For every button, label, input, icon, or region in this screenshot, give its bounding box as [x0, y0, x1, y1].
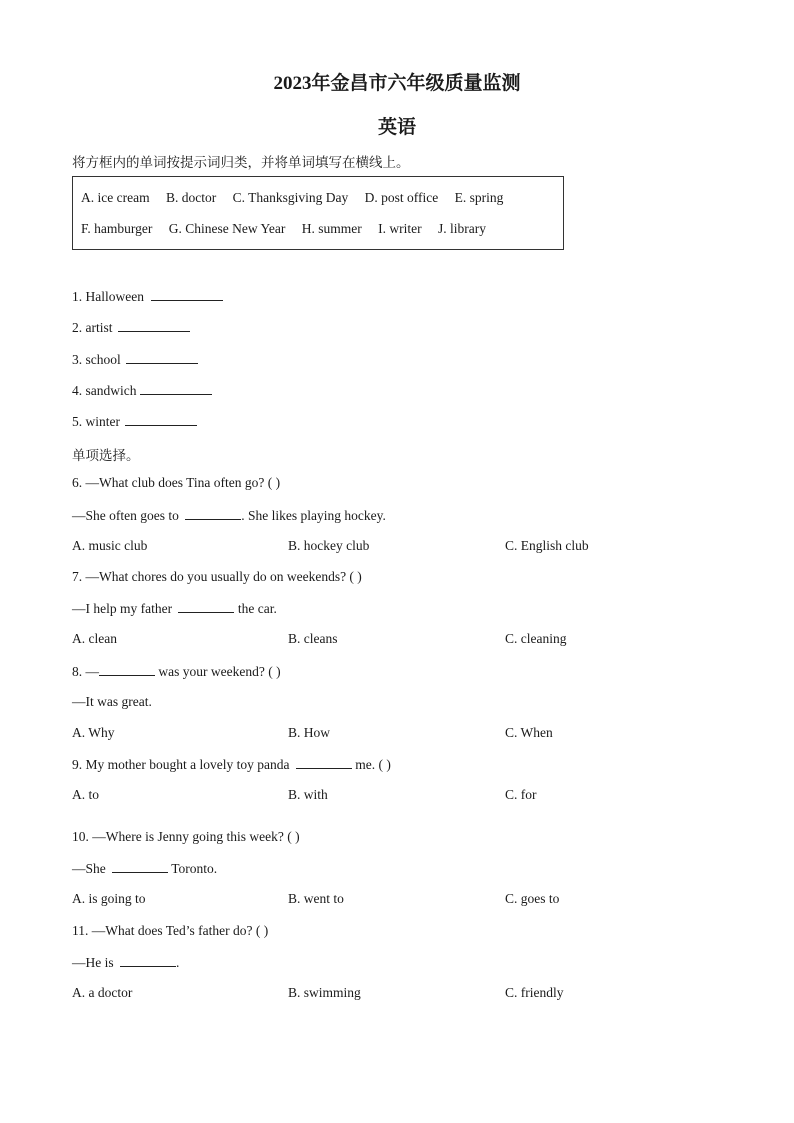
reply-text: Toronto.: [168, 861, 218, 876]
word-a: A. ice cream: [81, 190, 150, 205]
page-subtitle: 英语: [377, 117, 416, 138]
section2-instruction: 单项选择。: [72, 448, 140, 464]
question-7-stem: 7. —What chores do you usually do on weekends? ( ): [72, 569, 362, 584]
fill-item-4: [72, 382, 212, 399]
question-6-option-b[interactable]: B. hockey club: [288, 538, 370, 553]
word-j: J. library: [438, 221, 487, 236]
fill-item-label: 5. winter: [72, 414, 120, 429]
question-7-option-b[interactable]: B. cleans: [288, 631, 338, 646]
answer-blank[interactable]: [185, 507, 241, 520]
reply-text: . She likes playing hockey.: [241, 508, 386, 523]
fill-item-5: [72, 413, 197, 430]
answer-blank[interactable]: [126, 351, 198, 364]
answer-blank[interactable]: [118, 319, 190, 332]
question-9-option-a[interactable]: A. to: [72, 787, 99, 802]
answer-blank[interactable]: [178, 600, 234, 613]
question-11-option-a[interactable]: A. a doctor: [72, 985, 133, 1000]
question-8-option-c[interactable]: C. When: [505, 725, 553, 740]
answer-blank[interactable]: [140, 382, 212, 395]
answer-blank[interactable]: [112, 860, 168, 873]
word-b: B. doctor: [165, 190, 217, 205]
reply-text: —She often goes to: [72, 508, 179, 523]
question-6-reply: [72, 507, 386, 524]
question-11-option-b[interactable]: B. swimming: [288, 985, 361, 1000]
question-11-reply: [72, 954, 179, 971]
page-title: 2023年金昌市六年级质量监测: [273, 73, 521, 94]
reply-text: .: [176, 955, 180, 970]
question-11-option-c[interactable]: C. friendly: [505, 985, 564, 1000]
question-8-stem: [72, 663, 281, 680]
question-7-option-c[interactable]: C. cleaning: [505, 631, 567, 646]
word-e: E. spring: [454, 190, 504, 205]
fill-item-2: [72, 319, 190, 336]
reply-text: —He is: [72, 955, 114, 970]
fill-item-label: 3. school: [72, 352, 121, 367]
question-10-option-b[interactable]: B. went to: [288, 891, 344, 906]
stem-text: me. ( ): [351, 757, 391, 772]
question-11-stem: 11. —What does Ted’s father do? ( ): [72, 923, 269, 938]
question-8-option-a[interactable]: A. Why: [72, 725, 115, 740]
answer-blank[interactable]: [125, 413, 197, 426]
question-10-reply: [72, 860, 217, 877]
word-c: C. Thanksgiving Day: [232, 190, 349, 205]
question-9-stem: [72, 756, 391, 773]
reply-text: —I help my father: [72, 601, 173, 616]
fill-item-label: 4. sandwich: [72, 383, 137, 398]
question-10-stem: 10. —Where is Jenny going this week? ( ): [72, 829, 300, 844]
word-h: H. summer: [301, 221, 362, 236]
question-9-option-b[interactable]: B. with: [288, 787, 328, 802]
stem-text: 8. —: [72, 664, 99, 679]
fill-item-3: [72, 351, 198, 368]
stem-text: was your weekend? ( ): [155, 664, 281, 679]
question-6-option-a[interactable]: A. music club: [72, 538, 148, 553]
question-8-option-b[interactable]: B. How: [288, 725, 331, 740]
question-6-stem: 6. —What club does Tina often go? ( ): [72, 475, 281, 490]
question-8-reply: —It was great.: [72, 694, 152, 709]
question-7-reply: [72, 600, 277, 617]
question-10-option-a[interactable]: A. is going to: [72, 891, 146, 906]
answer-blank[interactable]: [151, 288, 223, 301]
section1-instruction: 将方框内的单词按提示词归类，并将单词填写在横线上。: [72, 155, 410, 171]
word-box: [72, 176, 564, 250]
question-10-option-c[interactable]: C. goes to: [505, 891, 560, 906]
question-6-option-c[interactable]: C. English club: [505, 538, 589, 553]
word-box-row-1: [81, 190, 516, 206]
word-box-row-2: [81, 221, 499, 237]
answer-blank[interactable]: [296, 756, 352, 769]
word-f: F. hamburger: [81, 221, 153, 236]
fill-item-1: [72, 288, 223, 305]
reply-text: the car.: [234, 601, 277, 616]
stem-text: 9. My mother bought a lovely toy panda: [72, 757, 290, 772]
word-d: D. post office: [364, 190, 439, 205]
fill-item-label: 1. Halloween: [72, 289, 144, 304]
fill-item-label: 2. artist: [72, 320, 113, 335]
answer-blank[interactable]: [99, 663, 155, 676]
question-7-option-a[interactable]: A. clean: [72, 631, 117, 646]
reply-text: —She: [72, 861, 106, 876]
question-9-option-c[interactable]: C. for: [505, 787, 537, 802]
word-i: I. writer: [378, 221, 422, 236]
word-g: G. Chinese New Year: [168, 221, 286, 236]
answer-blank[interactable]: [120, 954, 176, 967]
